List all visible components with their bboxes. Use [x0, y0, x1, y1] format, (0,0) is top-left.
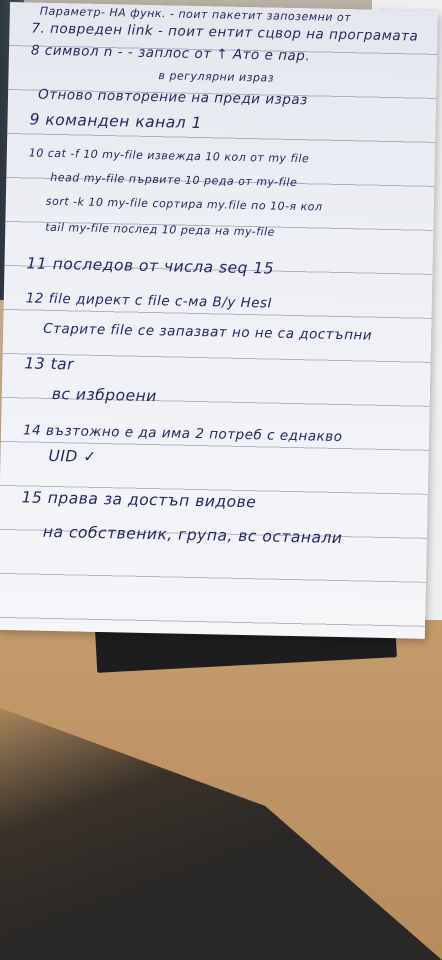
note-line-11: 12 file директ с file с-ма B/y HesI — [25, 290, 273, 312]
handwritten-note-sheet — [0, 2, 438, 639]
note-line-10: 11 последов от числа seq 15 — [26, 254, 275, 278]
note-line-3: в регулярни израз — [158, 69, 275, 85]
note-line-5: 9 команден канал 1 — [29, 110, 203, 133]
note-line-17: 15 права за достъп видове — [21, 488, 257, 512]
note-line-12: Старите file се запазват но не са достъпни — [42, 320, 373, 344]
note-line-1: 7. повреден link - поит ентит сцвор на програмата — [31, 20, 419, 45]
note-line-9: tail my-file послед 10 реда на my-file — [45, 220, 276, 239]
note-line-2: 8 символ n - - заплос от ↑ Ато е пар. — [30, 42, 311, 65]
note-line-14: вс изброени — [51, 384, 157, 406]
note-line-0: Параметр- НА функ. - поит пакетит запоземни от — [39, 4, 352, 25]
note-line-4: Отново повторение на преди израз — [37, 86, 308, 109]
note-line-18: на собственик, група, вс останали — [42, 522, 343, 548]
note-line-13: 13 tar — [24, 354, 75, 374]
note-line-7: head my-file първите 10 реда от my-file — [50, 170, 298, 190]
note-line-15: 14 възтожно е да има 2 потреб с еднакво — [22, 422, 343, 446]
note-line-16: UID ✓ — [48, 446, 97, 466]
note-line-6: 10 cat -f 10 my-file извежда 10 кол от my file — [28, 146, 310, 166]
note-line-8: sort -k 10 my-file сортира my.file по 10-я кол — [45, 194, 323, 214]
